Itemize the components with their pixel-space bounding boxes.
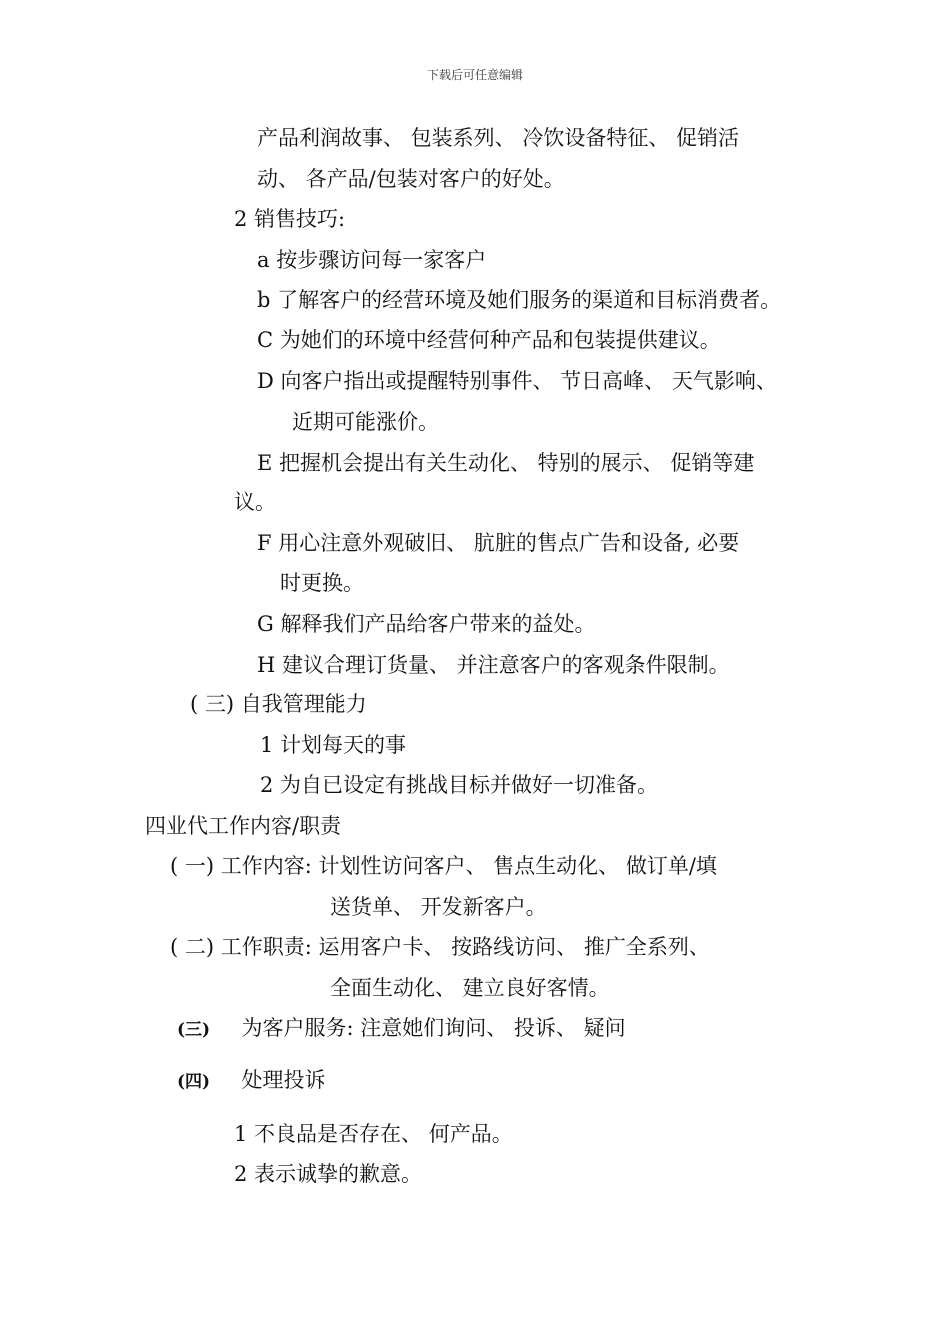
text-line: G 解释我们产品给客户带来的益处。 [257, 612, 596, 636]
text-line: ( 二) 工作职责: 运用客户卡、 按路线访问、 推广全系列、 [170, 935, 710, 959]
text-line: a 按步骤访问每一家客户 [257, 248, 487, 272]
text-line: 1 计划每天的事 [260, 733, 407, 757]
text-line: 动、 各产品/包装对客户的好处。 [257, 167, 565, 191]
text-line: 2 销售技巧: [234, 207, 346, 231]
section-text: 处理投诉 [241, 1068, 326, 1092]
section-row [177, 1014, 626, 1044]
chapter-heading: 四业代工作内容/职责 [145, 814, 342, 838]
page-header-note: 下载后可任意编辑 [426, 68, 523, 82]
text-line: 近期可能涨价。 [292, 410, 439, 434]
text-line: 议。 [234, 490, 276, 514]
text-line: 2 表示诚挚的歉意。 [234, 1162, 423, 1186]
text-line: 产品利润故事、 包装系列、 冷饮设备特征、 促销活 [257, 126, 740, 150]
text-line: ( 一) 工作内容: 计划性访问客户、 售点生动化、 做订单/填 [170, 854, 717, 878]
text-line: 送货单、 开发新客户。 [330, 895, 547, 919]
text-line: C 为她们的环境中经营何种产品和包装提供建议。 [257, 328, 721, 352]
text-line: 1 不良品是否存在、 何产品。 [234, 1122, 513, 1146]
text-line: 全面生动化、 建立良好客情。 [330, 976, 610, 1000]
section-row [177, 1066, 325, 1096]
text-line: H 建议合理订货量、 并注意客户的客观条件限制。 [257, 653, 730, 677]
text-line: 2 为自已设定有挑战目标并做好一切准备。 [260, 773, 659, 797]
section-text: 为客户服务: 注意她们询问、 投诉、 疑问 [241, 1016, 626, 1040]
text-line: F 用心注意外观破旧、 肮脏的售点广告和设备, 必要 [257, 531, 740, 555]
text-line: E 把握机会提出有关生动化、 特别的展示、 促销等建 [257, 451, 755, 475]
section-label: (四) [177, 1072, 211, 1092]
section-label: (三) [177, 1020, 211, 1040]
section-heading: ( 三) 自我管理能力 [190, 692, 367, 716]
text-line: 时更换。 [280, 571, 364, 595]
text-line: b 了解客户的经营环境及她们服务的渠道和目标消费者。 [257, 288, 782, 312]
text-line: D 向客户指出或提醒特别事件、 节日高峰、 天气影响、 [257, 369, 777, 393]
